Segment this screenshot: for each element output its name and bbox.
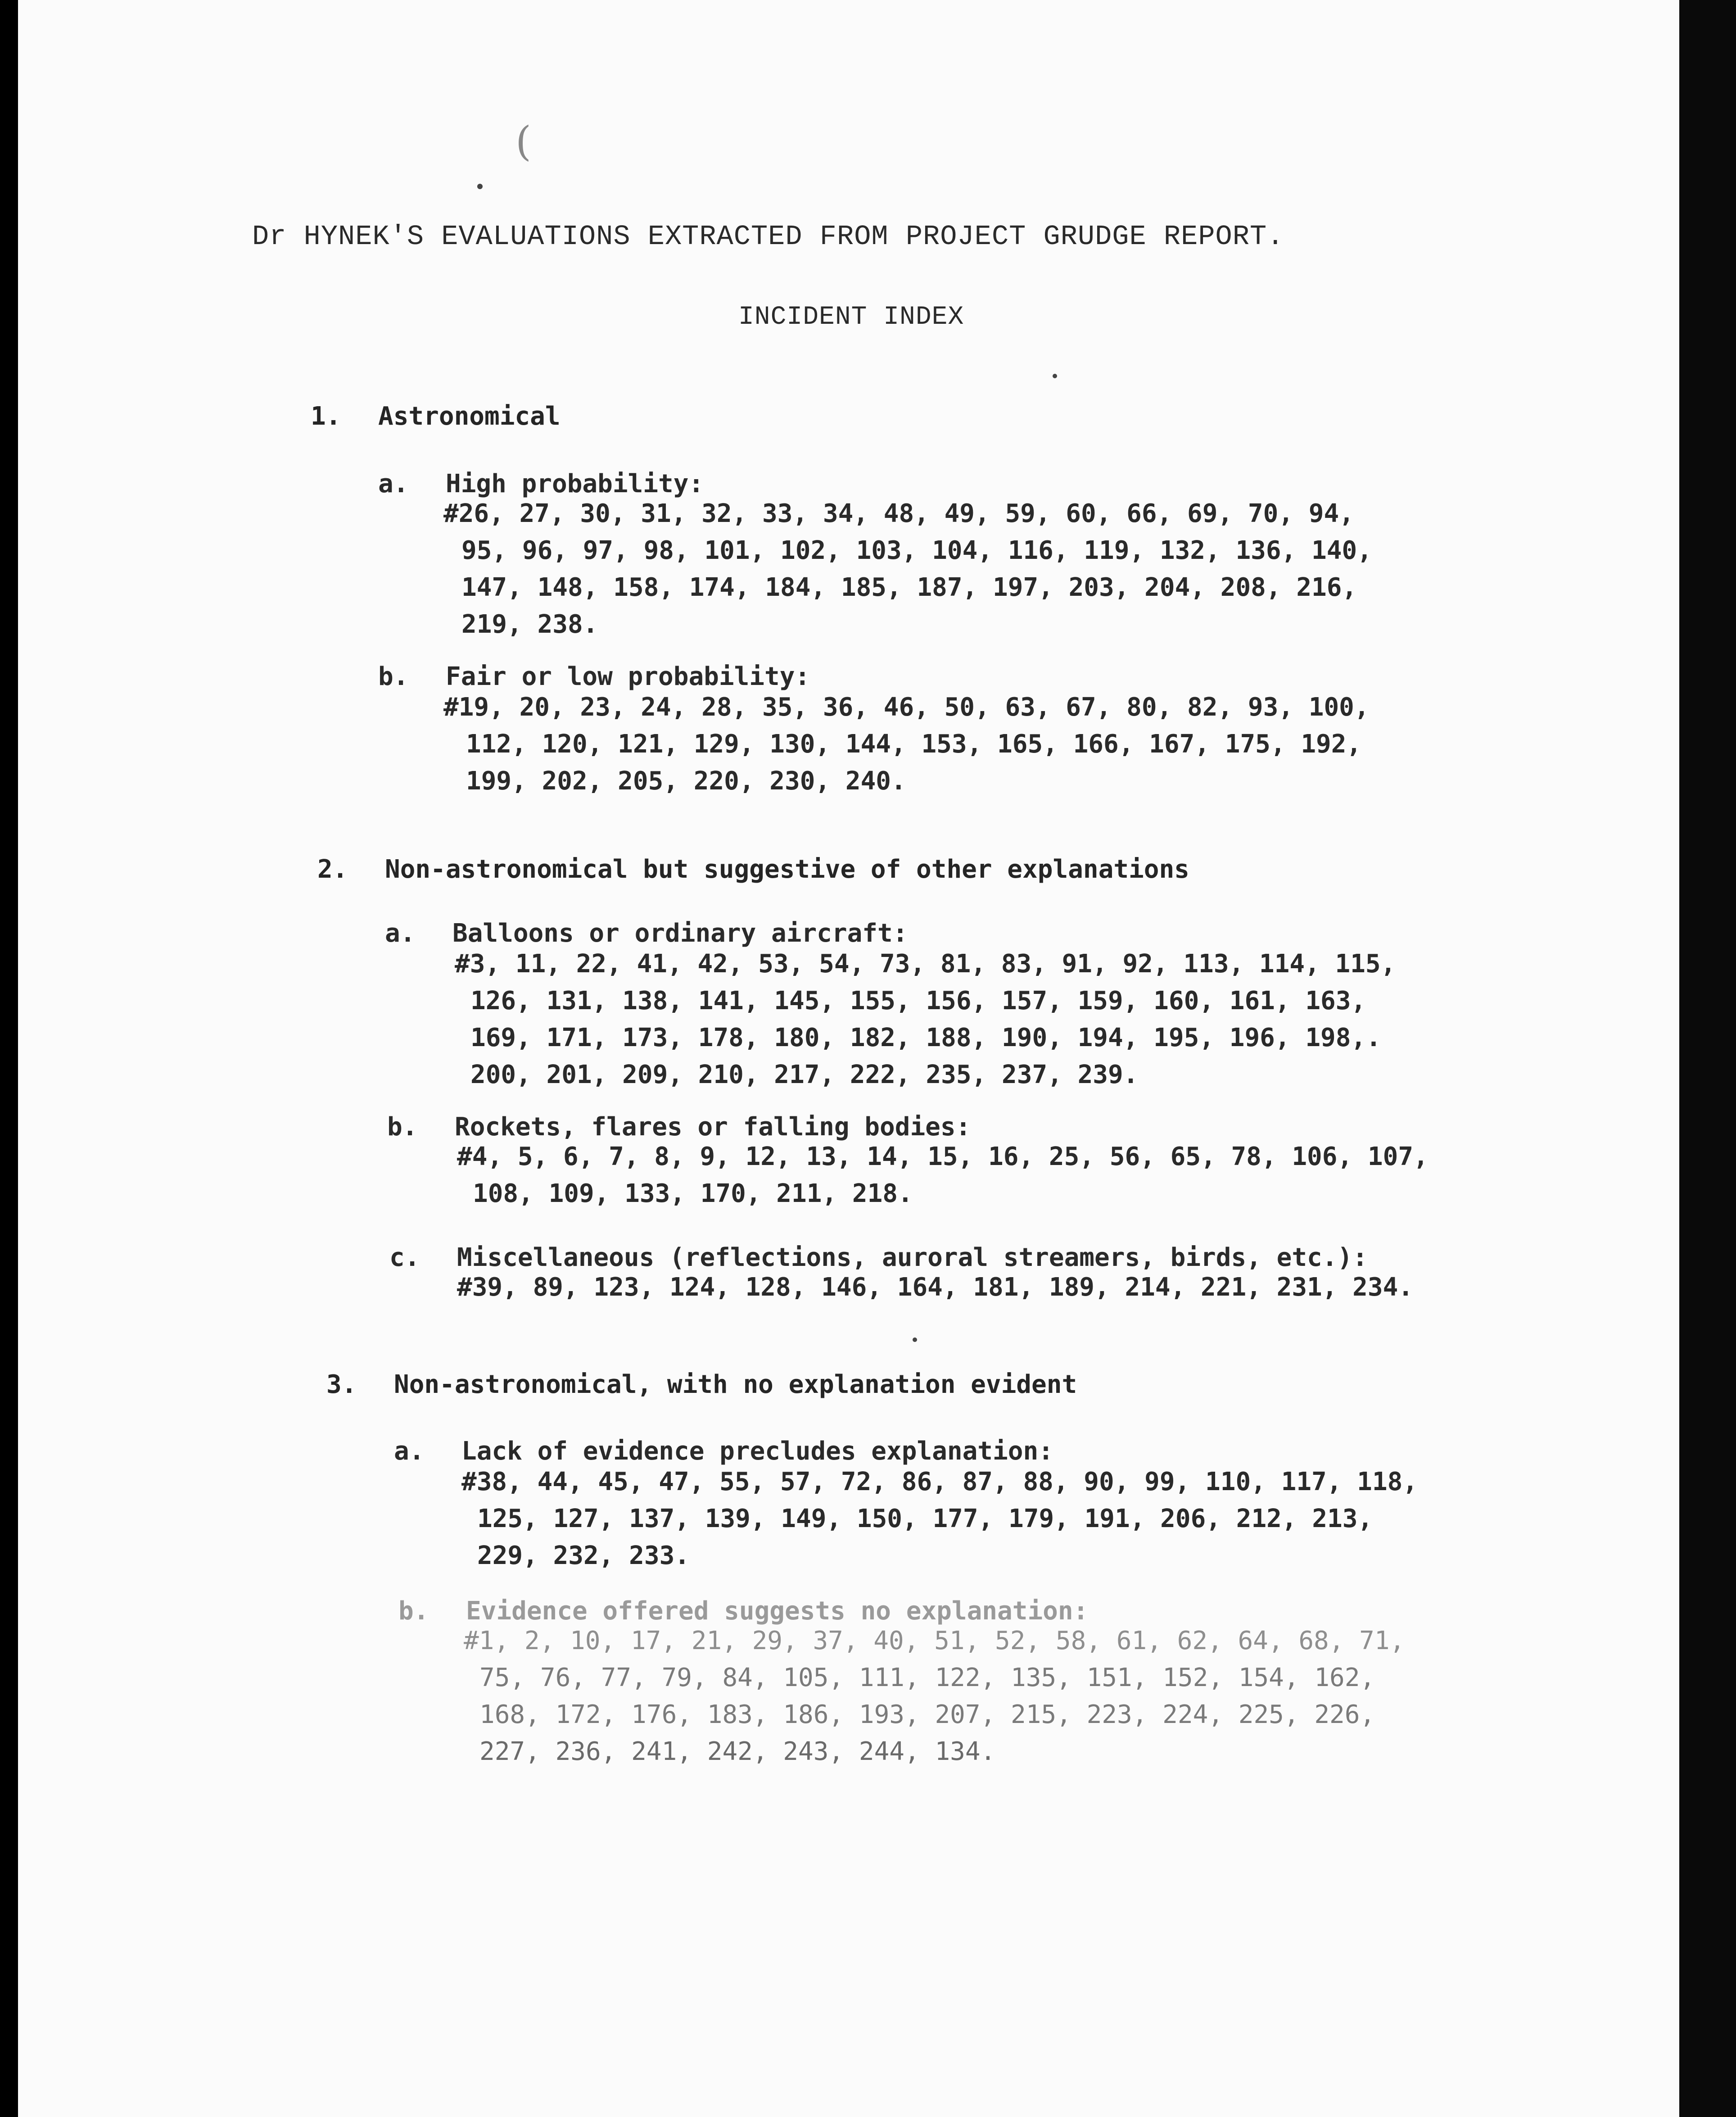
subsection-letter: a.: [394, 1437, 425, 1466]
subsection-label: [387, 1112, 971, 1142]
subsection-letter: b.: [398, 1596, 429, 1626]
incident-line: 126, 131, 138, 141, 145, 155, 156, 157, 159, 160, 161, 163,: [470, 986, 1366, 1015]
subsection-label: [378, 469, 704, 499]
incident-list: [443, 495, 1479, 643]
section-title: Astronomical: [378, 402, 561, 431]
section-title: Non-astronomical but suggestive of other explanations: [385, 855, 1189, 884]
speck: [913, 1337, 917, 1342]
incident-line: #1, 2, 10, 17, 21, 29, 37, 40, 51, 52, 58, 61, 62, 64, 68, 71,: [464, 1626, 1405, 1655]
section-heading: [326, 1370, 1077, 1399]
section-number: 3.: [326, 1370, 357, 1399]
section-number: 1.: [311, 402, 341, 431]
incident-list: [443, 689, 1479, 800]
subsection-label: [378, 662, 810, 691]
subsection-title: Fair or low probability:: [446, 662, 810, 691]
incident-line: 169, 171, 173, 178, 180, 182, 188, 190, 194, 195, 196, 198,.: [470, 1023, 1381, 1052]
subsection-letter: a.: [385, 919, 416, 948]
incident-list: [461, 1464, 1497, 1574]
subsection-label: [394, 1437, 1053, 1466]
incident-line: #3, 11, 22, 41, 42, 53, 54, 73, 81, 83, 91, 92, 113, 114, 115,: [455, 949, 1396, 979]
document-page: [18, 0, 1679, 2117]
incident-list: [455, 946, 1490, 1093]
subsection-letter: c.: [389, 1243, 420, 1272]
subsection-letter: b.: [387, 1112, 418, 1142]
subsection-label: [389, 1243, 1368, 1272]
incident-line: 147, 148, 158, 174, 184, 185, 187, 197, 203, 204, 208, 216,: [461, 573, 1357, 602]
incident-line: 227, 236, 241, 242, 243, 244, 134.: [479, 1737, 996, 1766]
incident-line: #26, 27, 30, 31, 32, 33, 34, 48, 49, 59, 60, 66, 69, 70, 94,: [443, 499, 1354, 528]
subsection-letter: b.: [378, 662, 409, 691]
speck: [1053, 374, 1057, 378]
scan-border: [1679, 0, 1736, 2117]
incident-line: 168, 172, 176, 183, 186, 193, 207, 215, 223, 224, 225, 226,: [479, 1700, 1375, 1729]
incident-line: #19, 20, 23, 24, 28, 35, 36, 46, 50, 63, 67, 80, 82, 93, 100,: [443, 693, 1370, 722]
subsection-title: High probability:: [446, 469, 704, 499]
incident-line: 75, 76, 77, 79, 84, 105, 111, 122, 135, 151, 152, 154, 162,: [479, 1663, 1375, 1692]
section-heading: [317, 855, 1189, 884]
incident-line: #4, 5, 6, 7, 8, 9, 12, 13, 14, 15, 16, 25, 56, 65, 78, 106, 107,: [457, 1142, 1429, 1171]
incident-line: 199, 202, 205, 220, 230, 240.: [466, 766, 906, 796]
incident-line: 95, 96, 97, 98, 101, 102, 103, 104, 116, 119, 132, 136, 140,: [461, 536, 1372, 565]
speck: [477, 184, 483, 189]
stray-mark: (: [515, 118, 532, 165]
subsection-title: Lack of evidence precludes explanation:: [461, 1437, 1053, 1466]
incident-line: 125, 127, 137, 139, 149, 150, 177, 179, 191, 206, 212, 213,: [477, 1504, 1373, 1533]
incident-line: #38, 44, 45, 47, 55, 57, 72, 86, 87, 88, 90, 99, 110, 117, 118,: [461, 1467, 1418, 1496]
subsection-title: Miscellaneous (reflections, auroral streamers, birds, etc.):: [457, 1243, 1368, 1272]
subsection-title: Evidence offered suggests no explanation:: [466, 1596, 1089, 1626]
section-number: 2.: [317, 855, 348, 884]
subsection-title: Balloons or ordinary aircraft:: [452, 919, 908, 948]
subsection-label: [398, 1596, 1088, 1626]
incident-line: #39, 89, 123, 124, 128, 146, 164, 181, 189, 214, 221, 231, 234.: [457, 1273, 1414, 1302]
incident-line: 112, 120, 121, 129, 130, 144, 153, 165, 166, 167, 175, 192,: [466, 730, 1362, 759]
section-title: Non-astronomical, with no explanation evident: [394, 1370, 1077, 1399]
incident-line: 229, 232, 233.: [477, 1541, 690, 1570]
incident-line: 219, 238.: [461, 610, 598, 639]
incident-line: 200, 201, 209, 210, 217, 222, 235, 237, 239.: [470, 1060, 1139, 1089]
subsection-letter: a.: [378, 469, 409, 499]
document-subtitle: INCIDENT INDEX: [738, 303, 964, 332]
subsection-title: Rockets, flares or falling bodies:: [455, 1112, 971, 1142]
incident-list: [457, 1138, 1492, 1212]
incident-list: [457, 1269, 1492, 1306]
subsection-label: [385, 919, 908, 948]
incident-list: [464, 1623, 1499, 1770]
incident-line: 108, 109, 133, 170, 211, 218.: [473, 1179, 913, 1208]
document-title: Dr HYNEK'S EVALUATIONS EXTRACTED FROM PROJECT GRUDGE REPORT.: [252, 221, 1284, 253]
section-heading: [311, 402, 561, 431]
